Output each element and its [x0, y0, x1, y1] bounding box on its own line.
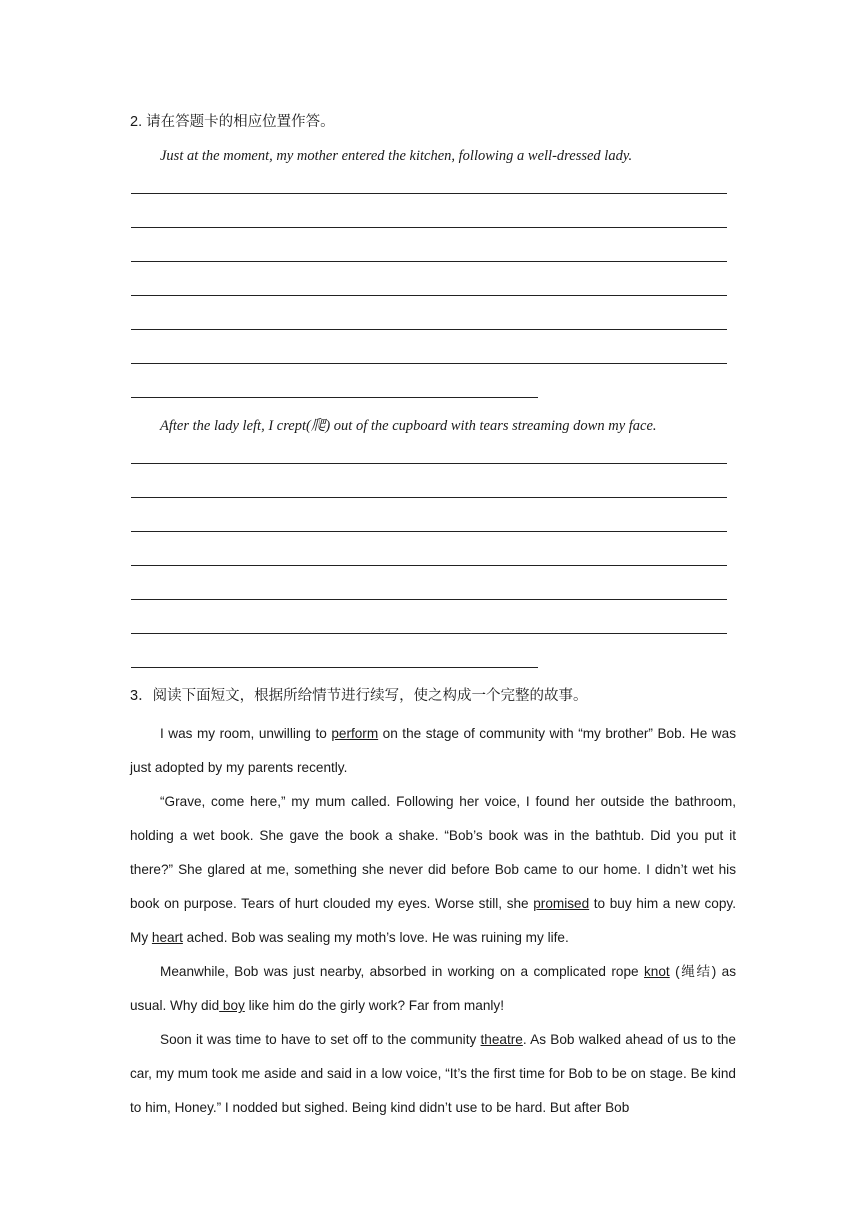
answer-line: [131, 633, 727, 634]
answer-line: [131, 227, 727, 228]
text-run: on the stage of community with “my brother” Bob. He was just adopted by my parents recently.: [130, 726, 736, 775]
underlined-word: theatre: [480, 1032, 523, 1047]
text-run: Meanwhile, Bob was just nearby, absorbed in working on a complicated rope: [160, 964, 644, 979]
answer-line: [131, 531, 727, 532]
answer-line: [131, 667, 538, 668]
question-2-heading: 2. 请在答题卡的相应位置作答。: [130, 114, 335, 130]
underlined-word: boy: [219, 998, 245, 1013]
text-run: I was my room, unwilling to: [160, 726, 332, 741]
text-run: to buy him a new copy. My: [130, 896, 736, 945]
question-3-heading: 3．阅读下面短文，根据所给情节进行续写，使之构成一个完整的故事。: [130, 688, 588, 704]
story-text: [130, 717, 736, 1125]
underlined-word: heart: [151, 930, 183, 945]
answer-line: [131, 497, 727, 498]
answer-line: [131, 261, 727, 262]
story-paragraph: [130, 785, 736, 955]
text-run: Soon it was time to have to set off to the community: [160, 1032, 481, 1047]
story-paragraph: [130, 717, 736, 785]
paragraph-1-prompt: Just at the moment, my mother entered the kitchen, following a well-dressed lady.: [160, 148, 633, 164]
answer-line: [131, 565, 727, 566]
text-run: “Grave, come here,” my mum called. Following her voice, I found her outside the bathroom, holding a wet book. She gave the book a shake. “Bob’s book was in the bathtub. Did you put it there?” She glared at me, something she never did before Bob came to our home. I didn’t wet his book on purpose. Tears of hurt clouded my eyes. Worse still, she: [130, 794, 736, 911]
underlined-word: promised: [533, 896, 590, 911]
answer-line: [131, 193, 727, 194]
answer-line: [131, 397, 538, 398]
underlined-word: knot: [644, 964, 670, 979]
text-run: ached. Bob was sealing my moth’s love. He was ruining my life.: [182, 930, 569, 945]
paragraph-2-prompt: After the lady left, I crept(爬) out of the cupboard with tears streaming down my face.: [160, 418, 657, 434]
text-run: like him do the girly work? Far from manly!: [244, 998, 504, 1013]
story-paragraph: [130, 955, 736, 1023]
answer-line: [131, 329, 727, 330]
answer-line: [131, 599, 727, 600]
text-run: . As Bob walked ahead of us to the car, my mum took me aside and said in a low voice, “It’s the first time for Bob to be on stage. Be kind to him, Honey.” I nodded but sighed. Being kind didn’t use to be hard. But after Bob: [130, 1032, 736, 1115]
answer-line: [131, 295, 727, 296]
text-run: (绳结) as usual. Why did: [130, 964, 736, 1013]
answer-line: [131, 363, 727, 364]
story-paragraph: [130, 1023, 736, 1125]
answer-line: [131, 463, 727, 464]
underlined-word: perform: [331, 726, 379, 741]
